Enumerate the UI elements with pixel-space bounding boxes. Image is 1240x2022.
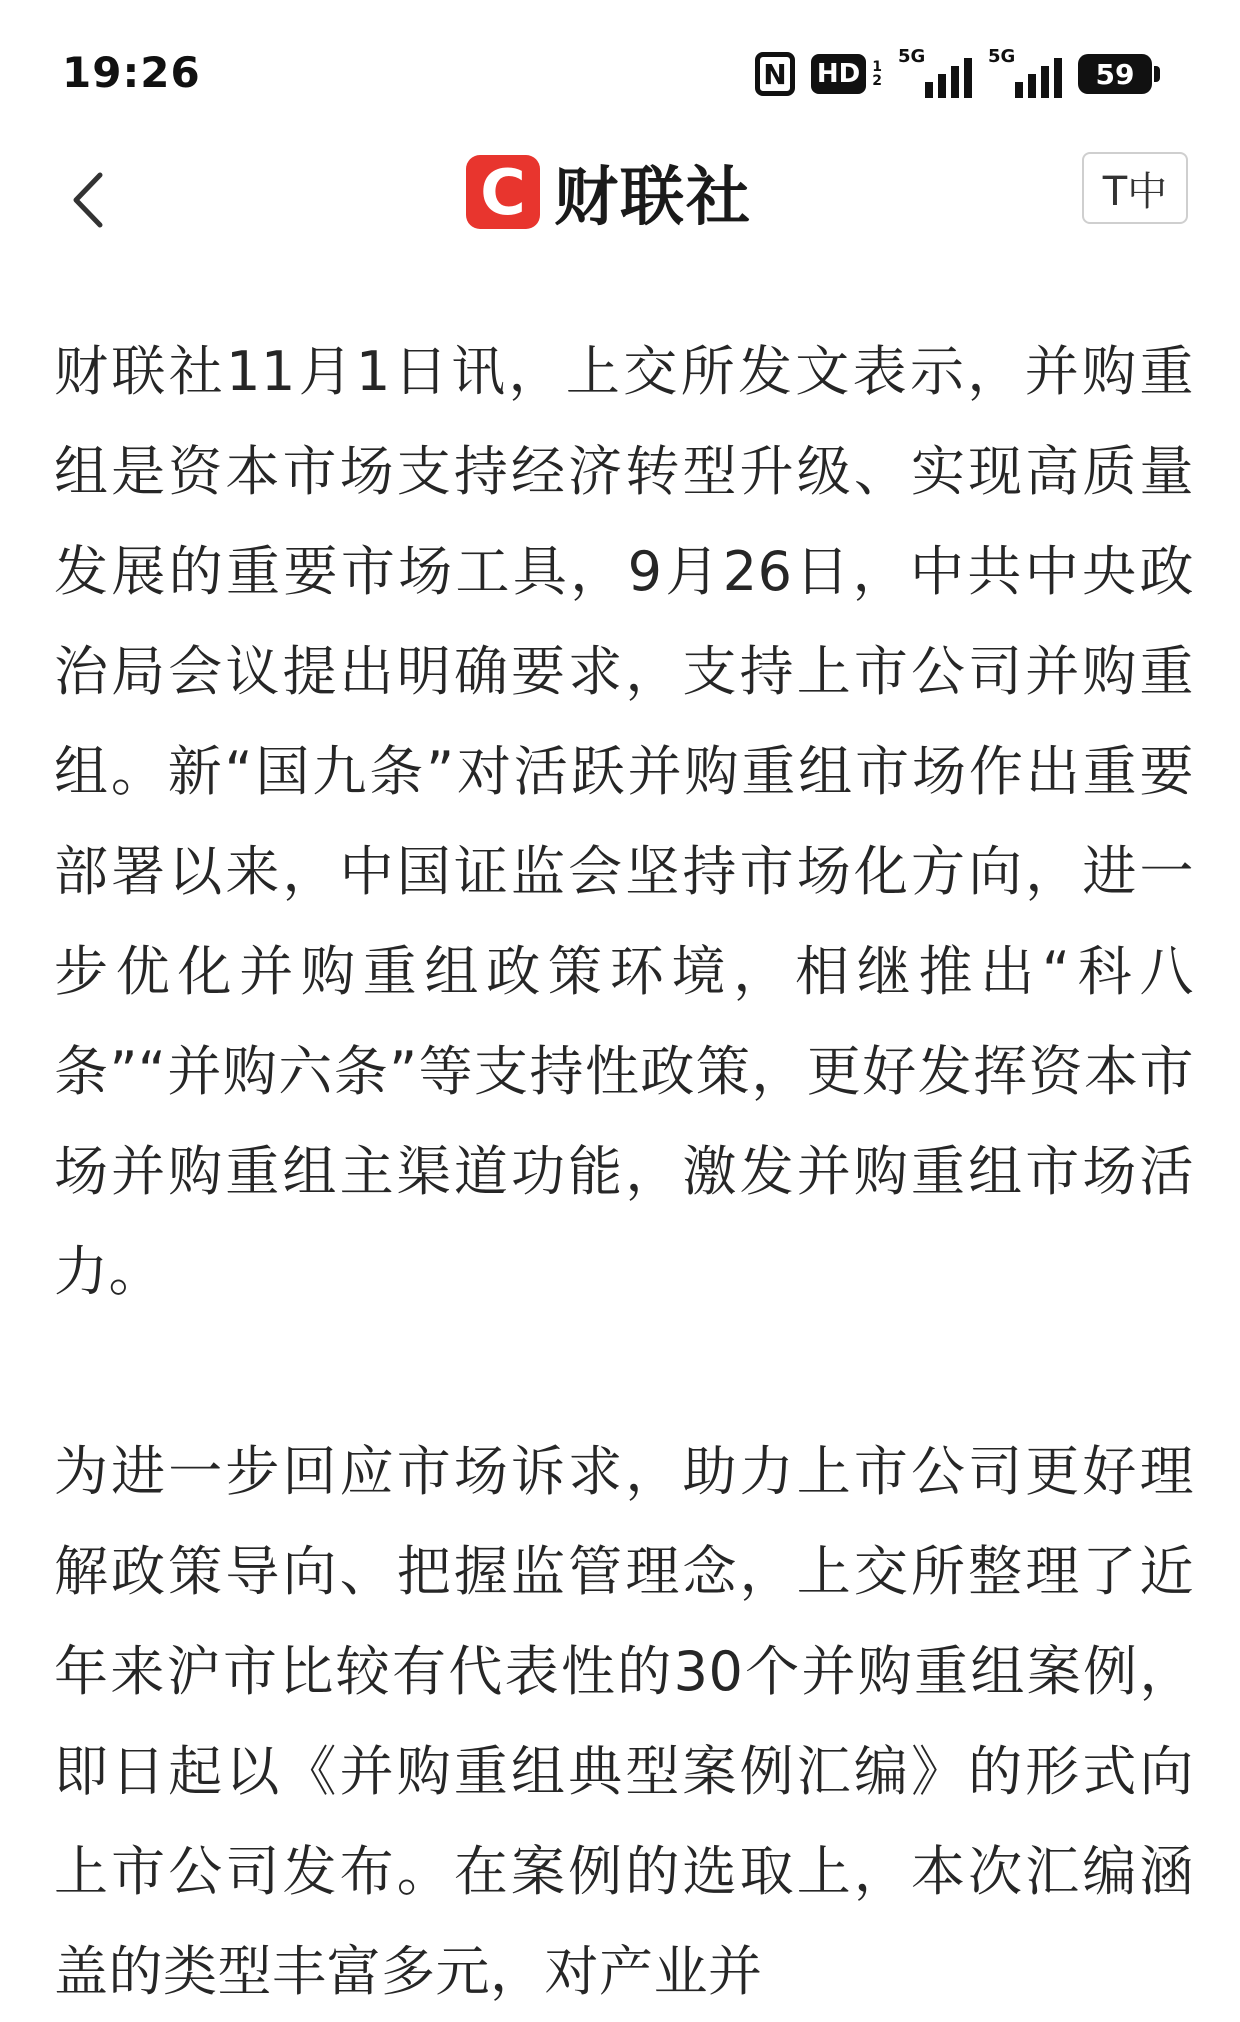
logo-mark: C (466, 155, 540, 229)
app-header (0, 140, 1240, 260)
signal-5g-sim1-icon (898, 46, 972, 98)
signal-bars-icon (925, 58, 972, 98)
signal-5g-sim2-label: 5G (988, 46, 1016, 67)
nfc-icon: N (755, 52, 795, 96)
battery-icon: 59 (1078, 54, 1152, 94)
article-body (54, 322, 1194, 2022)
hd-sim-top: 1 (872, 59, 882, 75)
signal-bars-icon (1015, 58, 1062, 98)
status-time: 19:26 (62, 48, 201, 97)
font-size-button[interactable]: T中 (1082, 152, 1188, 224)
chevron-left-icon (68, 171, 108, 229)
hd-voice-icon: HD (811, 54, 866, 94)
app-logo (466, 150, 752, 234)
hd-sim-bottom: 2 (872, 73, 882, 89)
status-icons (755, 46, 1152, 98)
back-button[interactable] (50, 162, 126, 238)
article-paragraph: 为进一步回应市场诉求，助力上市公司更好理解政策导向、把握监管理念，上交所整理了近年来沪市比较有代表性的30个并购重组案例，即日起以《并购重组典型案例汇编》的形式向上市公司发布。在案例的选取上，本次汇编涵盖的类型丰富多元，对产业并 (54, 1440, 1194, 2003)
signal-5g-sim1-label: 5G (898, 46, 926, 67)
signal-5g-sim2-icon (988, 46, 1062, 98)
status-bar (0, 0, 1240, 140)
logo-text: 财联社 (554, 161, 752, 235)
article-paragraph: 财联社11月1日讯，上交所发文表示，并购重组是资本市场支持经济转型升级、实现高质量发展的重要市场工具，9月26日，中共中央政治局会议提出明确要求，支持上市公司并购重组。新“国九条”对活跃并购重组市场作出重要部署以来，中国证监会坚持市场化方向，进一步优化并购重组政策环境，相继推出“科八条”“并购六条”等支持性政策，更好发挥资本市场并购重组主渠道功能，激发并购重组市场活力。 (54, 340, 1194, 1303)
hd-sim-indicator (872, 60, 882, 88)
